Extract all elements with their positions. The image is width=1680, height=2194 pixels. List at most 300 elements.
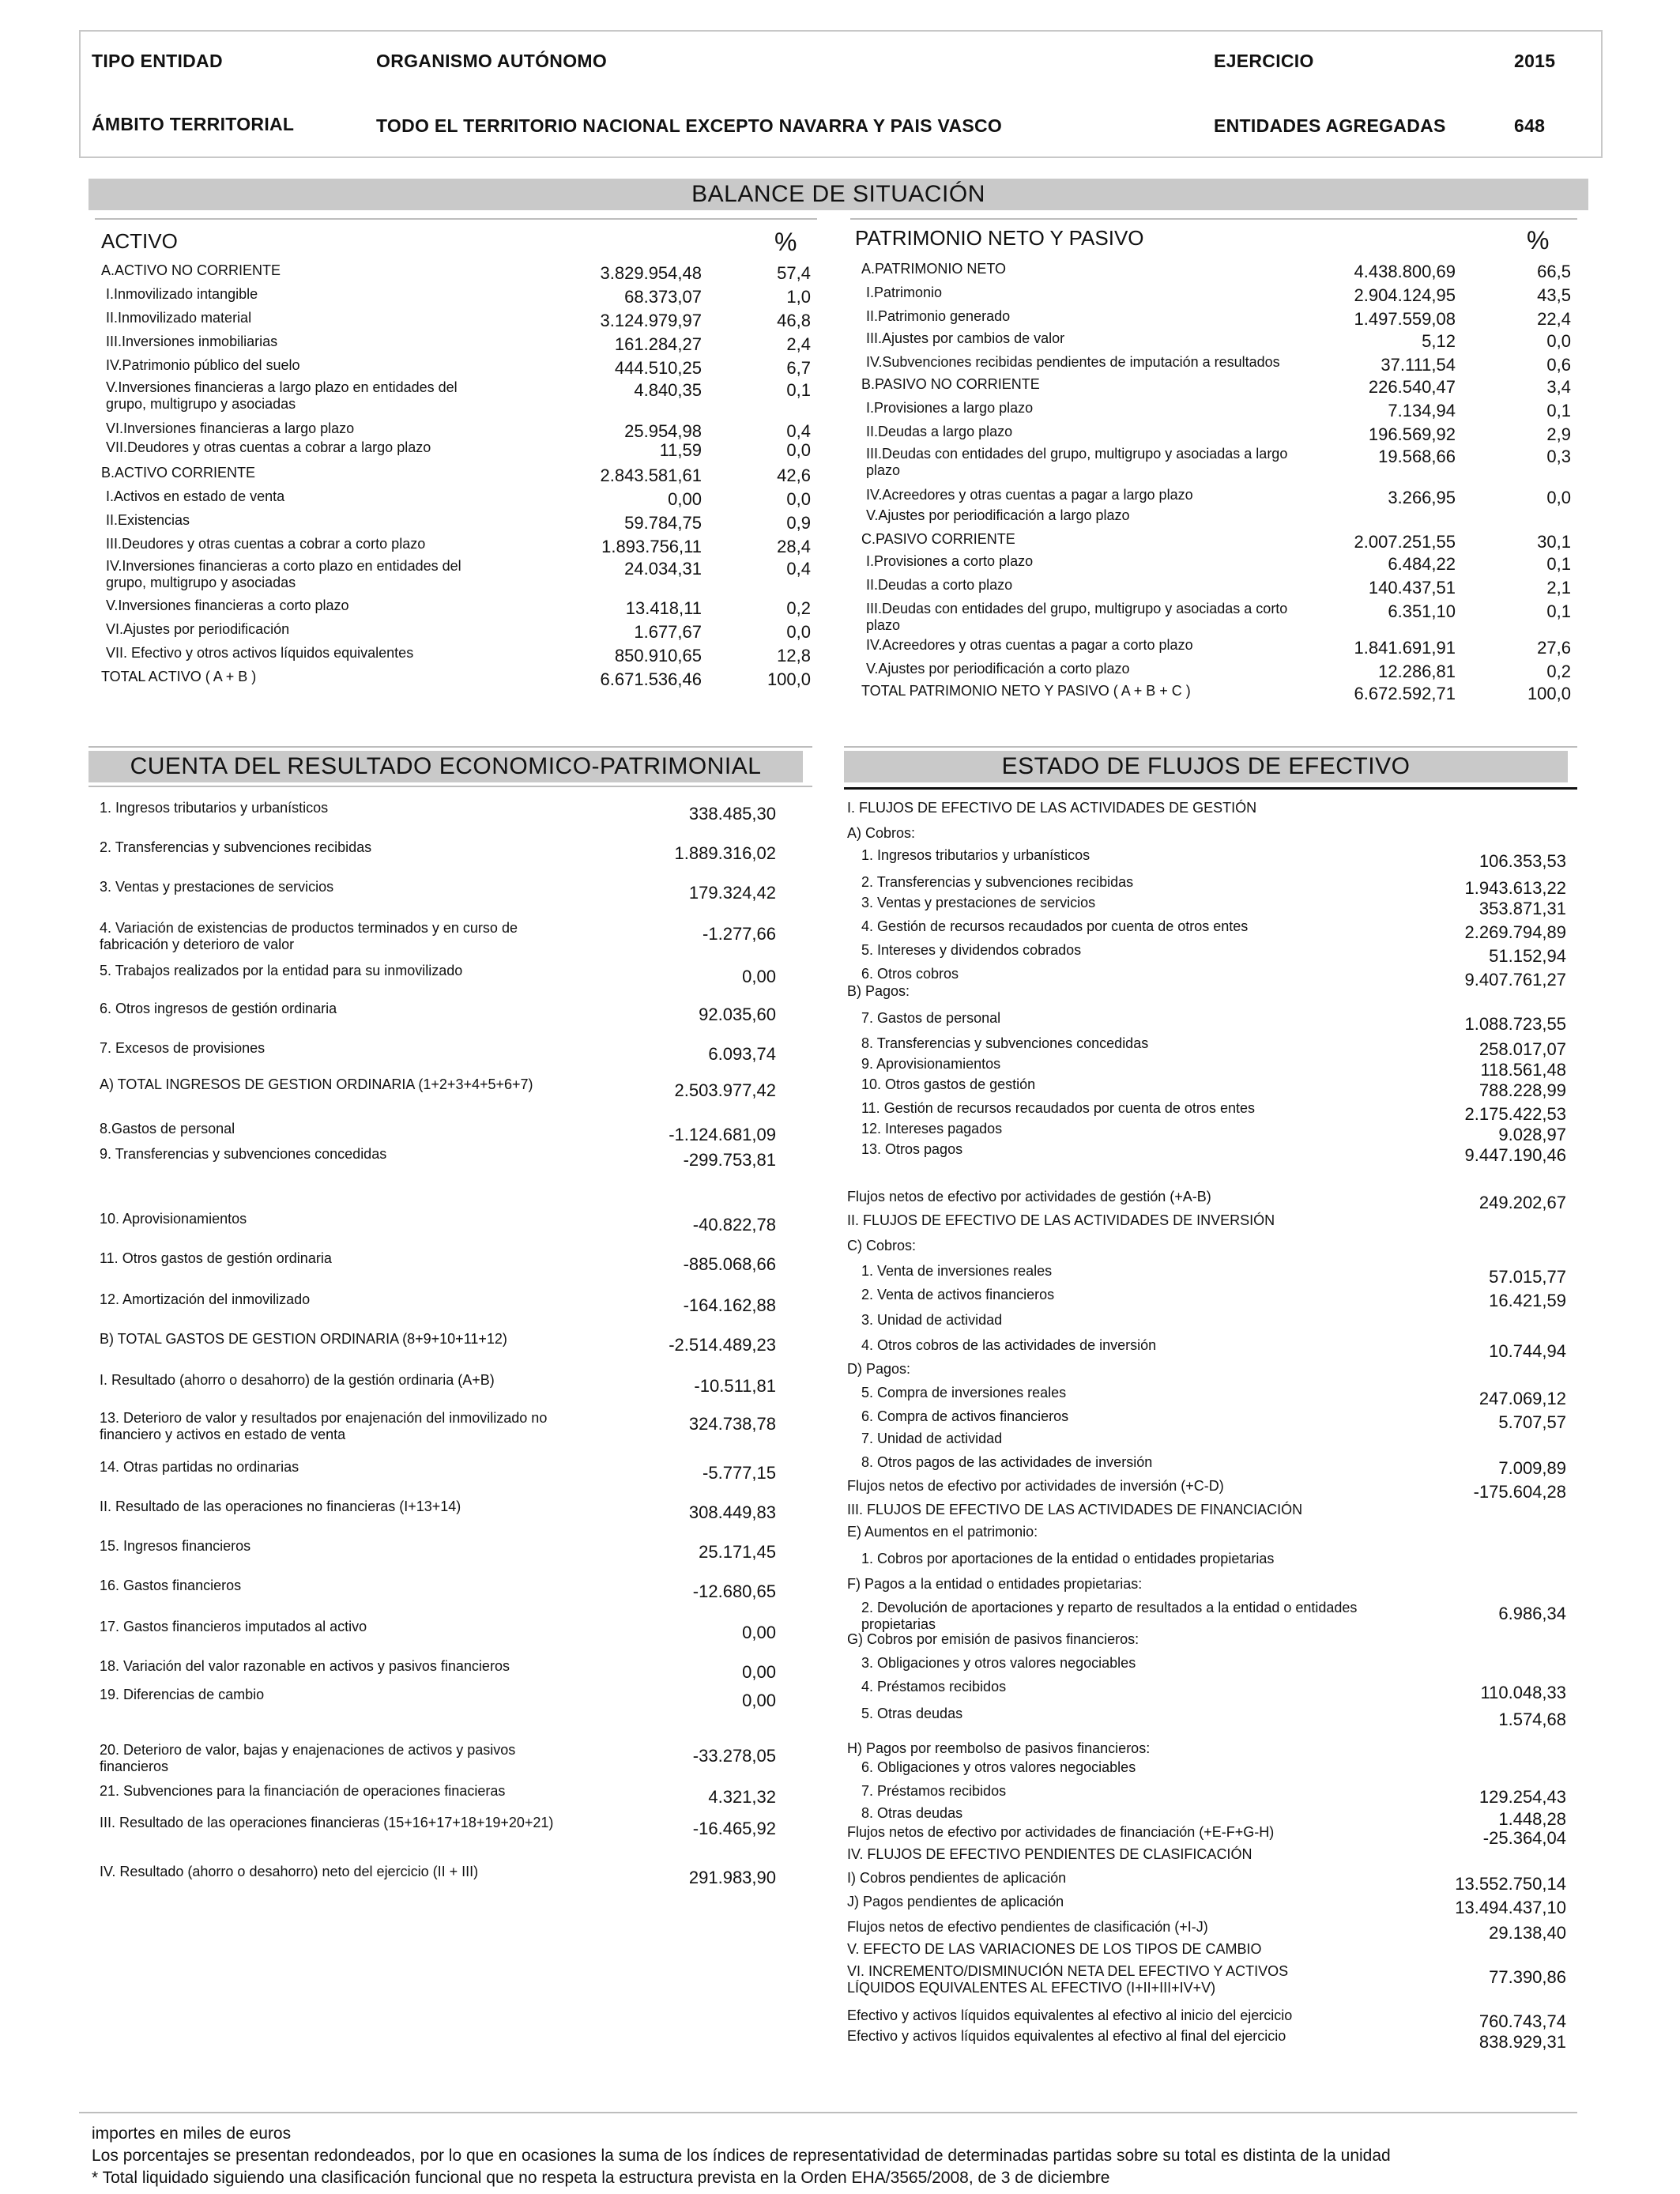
flujos-row: [847, 1478, 1566, 1500]
flujos-row-value: 6.986,34: [1498, 1604, 1566, 1623]
resultado-row-label: I. Resultado (ahorro o desahorro) de la gestión ordinaria (A+B): [100, 1372, 495, 1388]
resultado-row: [100, 1250, 776, 1272]
flujos-row-label: 6. Otros cobros: [861, 966, 959, 982]
flujos-row: [847, 942, 1566, 964]
flujos-row-value: 13.494.437,10: [1455, 1898, 1566, 1917]
flujos-row-label: 3. Ventas y prestaciones de servicios: [861, 895, 1096, 910]
resultado-row-label: 17. Gastos financieros imputados al activo: [100, 1619, 367, 1634]
resultado-row-value: 0,00: [742, 1623, 776, 1642]
flujos-row-label: Flujos netos de efectivo pendientes de clasificación (+I-J): [847, 1919, 1208, 1935]
flujos-row: [847, 1189, 1566, 1211]
activo-row: [101, 536, 811, 558]
pasivo-row-label: IV.Subvenciones recibidas pendientes de imputación a resultados: [866, 354, 1280, 370]
pasivo-row-value: 6.672.592,71: [1354, 684, 1456, 703]
activo-row-pct: 42,6: [777, 466, 811, 485]
flujos-row-label: 4. Préstamos recibidos: [861, 1679, 1007, 1695]
pasivo-row: [861, 400, 1571, 422]
flujos-row-label: I) Cobros pendientes de aplicación: [847, 1870, 1067, 1886]
flujos-row: [847, 1524, 1566, 1546]
flujos-row-label: VI. INCREMENTO/DISMINUCIÓN NETA DEL EFECTIVO Y ACTIVOS LÍQUIDOS EQUIVALENTES AL EFECTIVO (I+II+III+IV+V): [847, 1963, 1289, 1996]
pasivo-pct-heading: %: [1527, 226, 1550, 254]
activo-row-pct: 12,8: [777, 646, 811, 665]
resultado-row-label: 10. Aprovisionamientos: [100, 1211, 247, 1227]
activo-row-value: 68.373,07: [624, 287, 702, 307]
flujos-row-label: 7. Gastos de personal: [861, 1010, 1001, 1026]
resultado-row-label: 5. Trabajos realizados por la entidad para su inmovilizado: [100, 963, 463, 978]
ejercicio-value: 2015: [1514, 51, 1556, 71]
resultado-row: [100, 1538, 776, 1560]
flujos-row: [847, 874, 1566, 896]
resultado-row-label: 8.Gastos de personal: [100, 1121, 235, 1137]
flujos-row: [847, 1010, 1566, 1032]
flujos-row-value: 10.744,94: [1489, 1341, 1566, 1361]
activo-row: [101, 286, 811, 308]
activo-row-label: VI.Ajustes por periodificación: [106, 621, 290, 637]
pasivo-row: [861, 261, 1571, 283]
flujos-row-label: 6. Obligaciones y otros valores negociables: [861, 1759, 1136, 1775]
flujos-row-label: 2. Transferencias y subvenciones recibidas: [861, 874, 1134, 890]
resultado-row-value: 0,00: [742, 1691, 776, 1710]
pasivo-row-value: 140.437,51: [1368, 578, 1456, 598]
resultado-row-label: 12. Amortización del inmovilizado: [100, 1291, 311, 1307]
pasivo-row-pct: 0,6: [1546, 355, 1571, 375]
pasivo-row-label: III.Deudas con entidades del grupo, multigrupo y asociadas a corto plazo: [866, 601, 1288, 633]
pasivo-row: [861, 446, 1571, 478]
pasivo-row-pct: 2,9: [1546, 424, 1571, 444]
resultado-row-label: 2. Transferencias y subvenciones recibidas: [100, 839, 372, 855]
resultado-row: [100, 1864, 776, 1886]
footer-units: importes en miles de euros: [92, 2124, 292, 2143]
resultado-row-label: A) TOTAL INGRESOS DE GESTION ORDINARIA (1+2+3+4+5+6+7): [100, 1076, 533, 1092]
flujos-row: [847, 1337, 1566, 1359]
flujos-row-label: 11. Gestión de recursos recaudados por cuenta de otros entes: [861, 1100, 1255, 1116]
resultado-row-label: 11. Otros gastos de gestión ordinaria: [100, 1250, 332, 1266]
pasivo-row-value: 196.569,92: [1368, 424, 1456, 444]
resultado-row: [100, 1459, 776, 1481]
flujos-row-value: 51.152,94: [1489, 946, 1566, 966]
activo-row-label: III.Inversiones inmobiliarias: [106, 334, 278, 349]
flujos-row-label: III. FLUJOS DE EFECTIVO DE LAS ACTIVIDADES DE FINANCIACIÓN: [847, 1502, 1303, 1517]
activo-row-value: 2.843.581,61: [600, 466, 702, 485]
pasivo-row: [861, 354, 1571, 376]
activo-row-value: 161.284,27: [614, 334, 702, 354]
flujos-row: [847, 847, 1566, 869]
resultado-row-value: -299.753,81: [683, 1150, 776, 1170]
pasivo-top-rule: [850, 218, 1577, 220]
flujos-row: [847, 918, 1566, 941]
flujos-row: [847, 1238, 1566, 1260]
activo-row-label: I.Activos en estado de venta: [106, 488, 285, 504]
footer-rule: [79, 2112, 1577, 2113]
resultado-row-label: 16. Gastos financieros: [100, 1578, 242, 1593]
activo-row-label: V.Inversiones financieras a largo plazo en entidades del grupo, multigrupo y asociadas: [106, 379, 458, 412]
flujos-row-label: 1. Cobros por aportaciones de la entidad o entidades propietarias: [861, 1551, 1275, 1566]
pasivo-row: [861, 330, 1571, 352]
flujos-row: [847, 1894, 1566, 1916]
flujos-row: [847, 1385, 1566, 1407]
flujos-row-value: -175.604,28: [1473, 1482, 1566, 1502]
resultado-row-label: II. Resultado de las operaciones no financieras (I+13+14): [100, 1498, 461, 1514]
resultado-row: [100, 920, 776, 952]
activo-row: [101, 465, 811, 487]
flujos-row-label: 7. Préstamos recibidos: [861, 1783, 1007, 1799]
resultado-row-label: 13. Deterioro de valor y resultados por enajenación del inmovilizado no financiero y activos en estado de venta: [100, 1410, 548, 1442]
pasivo-row-pct: 0,0: [1546, 331, 1571, 351]
resultado-row-label: 9. Transferencias y subvenciones concedidas: [100, 1146, 387, 1162]
activo-pct-heading: %: [774, 228, 797, 256]
resultado-row-value: 324.738,78: [688, 1414, 776, 1434]
resultado-row-value: -40.822,78: [692, 1215, 776, 1235]
activo-row-value: 6.671.536,46: [600, 669, 702, 689]
pasivo-row-pct: 22,4: [1537, 309, 1571, 329]
activo-row-label: A.ACTIVO NO CORRIENTE: [101, 262, 281, 278]
flujos-row-label: Efectivo y activos líquidos equivalentes al efectivo al final del ejercicio: [847, 2028, 1286, 2044]
pasivo-row-label: I.Patrimonio: [866, 285, 943, 300]
flujos-row-value: 5.707,57: [1498, 1412, 1566, 1432]
resultado-row-value: 6.093,74: [708, 1044, 776, 1064]
flujos-row: [847, 1502, 1566, 1524]
flujos-row-label: 1. Venta de inversiones reales: [861, 1263, 1053, 1279]
resultado-row-label: III. Resultado de las operaciones financieras (15+16+17+18+19+20+21): [100, 1815, 554, 1830]
flujos-row-value: -25.364,04: [1482, 1828, 1566, 1848]
flujos-row-label: 8. Otros pagos de las actividades de inversión: [861, 1454, 1153, 1470]
resultado-row: [100, 1121, 776, 1143]
pasivo-row-pct: 43,5: [1537, 285, 1571, 305]
pasivo-row-value: 5,12: [1422, 331, 1456, 351]
flujos-under-rule: [844, 787, 1577, 790]
flujos-row: [847, 1679, 1566, 1701]
pasivo-row-pct: 30,1: [1537, 532, 1571, 552]
flujos-row: [847, 1212, 1566, 1235]
flujos-row-label: 2. Venta de activos financieros: [861, 1287, 1055, 1302]
pasivo-row-label: II.Patrimonio generado: [866, 308, 1011, 324]
resultado-row-value: 2.503.977,42: [674, 1080, 776, 1100]
pasivo-row-pct: 100,0: [1527, 684, 1571, 703]
resultado-row: [100, 1498, 776, 1521]
activo-row: [101, 645, 811, 667]
activo-row-value: 24.034,31: [624, 559, 702, 579]
resultado-row: [100, 800, 776, 822]
flujos-row-value: 1.574,68: [1498, 1710, 1566, 1729]
activo-row-pct: 46,8: [777, 311, 811, 330]
resultado-row: [100, 1578, 776, 1600]
activo-row-pct: 0,9: [786, 513, 811, 533]
activo-row-pct: 0,1: [786, 380, 811, 400]
resultado-row-value: 1.889.316,02: [674, 843, 776, 863]
pasivo-row: [861, 487, 1571, 509]
flujos-row-value: 353.871,31: [1478, 899, 1566, 918]
flujos-row: [847, 1576, 1566, 1598]
activo-row-label: TOTAL ACTIVO ( A + B ): [101, 669, 257, 684]
flujos-row: [847, 1056, 1566, 1078]
flujos-row-label: 3. Obligaciones y otros valores negociables: [861, 1655, 1136, 1671]
activo-row-value: 0,00: [668, 489, 702, 509]
resultado-row-value: 308.449,83: [688, 1502, 776, 1522]
activo-row-label: IV.Inversiones financieras a corto plazo en entidades del grupo, multigrupo y asociadas: [106, 558, 461, 590]
flujos-row-value: 29.138,40: [1489, 1923, 1566, 1943]
pasivo-row-pct: 0,0: [1546, 488, 1571, 507]
flujos-row-label: 12. Intereses pagados: [861, 1121, 1003, 1137]
flujos-row-label: 4. Otros cobros de las actividades de inversión: [861, 1337, 1157, 1353]
pasivo-row-label: IV.Acreedores y otras cuentas a pagar a largo plazo: [866, 487, 1193, 503]
resultado-row-value: -1.277,66: [703, 924, 776, 944]
resultado-row-value: -164.162,88: [683, 1295, 776, 1315]
flujos-row-value: 129.254,43: [1478, 1787, 1566, 1807]
activo-row: [101, 598, 811, 620]
activo-row-pct: 0,4: [786, 559, 811, 579]
flujos-top-rule: [844, 746, 1577, 748]
tipo-entidad-label: TIPO ENTIDAD: [92, 51, 223, 71]
resultado-top-rule: [89, 746, 812, 748]
flujos-row-value: 760.743,74: [1478, 2011, 1566, 2031]
flujos-row-label: V. EFECTO DE LAS VARIACIONES DE LOS TIPOS DE CAMBIO: [847, 1941, 1262, 1957]
pasivo-row-label: III.Ajustes por cambios de valor: [866, 330, 1065, 346]
ambito-label: ÁMBITO TERRITORIAL: [92, 114, 295, 134]
resultado-row: [100, 1001, 776, 1023]
activo-row-value: 3.124.979,97: [600, 311, 702, 330]
pasivo-row-label: V.Ajustes por periodificación a corto plazo: [866, 661, 1130, 677]
flujos-row-label: 13. Otros pagos: [861, 1141, 963, 1157]
flujos-row-label: 4. Gestión de recursos recaudados por cuenta de otros entes: [861, 918, 1249, 934]
resultado-row: [100, 1410, 776, 1442]
flujos-row: [847, 1263, 1566, 1285]
resultado-row-value: 0,00: [742, 967, 776, 986]
resultado-row-value: -1.124.681,09: [669, 1125, 776, 1144]
activo-row-pct: 2,4: [786, 334, 811, 354]
ambito-value: TODO EL TERRITORIO NACIONAL EXCEPTO NAVARRA Y PAIS VASCO: [376, 115, 1003, 136]
flujos-row: [847, 1035, 1566, 1057]
activo-row-label: III.Deudores y otras cuentas a cobrar a corto plazo: [106, 536, 426, 552]
pasivo-row-value: 2.007.251,55: [1354, 532, 1456, 552]
flujos-row-value: 2.269.794,89: [1464, 922, 1566, 942]
pasivo-row-pct: 0,1: [1546, 401, 1571, 420]
flujos-row-label: F) Pagos a la entidad o entidades propietarias:: [847, 1576, 1143, 1592]
resultado-row: [100, 1076, 776, 1099]
flujos-row-value: 788.228,99: [1478, 1080, 1566, 1100]
resultado-row: [100, 1146, 776, 1168]
flujos-row-value: 77.390,86: [1489, 1967, 1566, 1987]
flujos-row-label: Efectivo y activos líquidos equivalentes al efectivo al inicio del ejercicio: [847, 2007, 1293, 2023]
pasivo-row-label: III.Deudas con entidades del grupo, multigrupo y asociadas a largo plazo: [866, 446, 1288, 478]
flujos-row: [847, 1287, 1566, 1309]
resultado-title: CUENTA DEL RESULTADO ECONOMICO-PATRIMONIAL: [89, 751, 803, 782]
activo-row: [101, 310, 811, 332]
resultado-row-label: 21. Subvenciones para la financiación de operaciones finacieras: [100, 1783, 506, 1799]
flujos-row-label: H) Pagos por reembolso de pasivos financieros:: [847, 1740, 1151, 1756]
pasivo-row-label: I.Provisiones a corto plazo: [866, 553, 1034, 569]
activo-row: [101, 379, 811, 412]
footer-classification-note: * Total liquidado siguiendo una clasificación funcional que no respeta la estructura prevista en la Orden EHA/3565/2008, de 3 de diciembre: [92, 2169, 1110, 2187]
pasivo-row-label: B.PASIVO NO CORRIENTE: [861, 376, 1040, 392]
activo-row-value: 3.829.954,48: [600, 263, 702, 283]
pasivo-row: [861, 507, 1571, 530]
activo-row-pct: 1,0: [786, 287, 811, 307]
flujos-row: [847, 983, 1566, 1005]
resultado-row: [100, 1619, 776, 1641]
flujos-row-label: 1. Ingresos tributarios y urbanísticos: [861, 847, 1090, 863]
pasivo-row-label: A.PATRIMONIO NETO: [861, 261, 1007, 277]
balance-title: BALANCE DE SITUACIÓN: [89, 179, 1588, 210]
resultado-row-value: 25.171,45: [699, 1542, 776, 1562]
pasivo-row-value: 2.904.124,95: [1354, 285, 1456, 305]
resultado-row-value: 291.983,90: [688, 1868, 776, 1887]
activo-row-pct: 0,0: [786, 440, 811, 460]
pasivo-row-value: 19.568,66: [1378, 447, 1456, 466]
flujos-row: [847, 1783, 1566, 1805]
pasivo-row: [861, 553, 1571, 575]
flujos-row-label: J) Pagos pendientes de aplicación: [847, 1894, 1064, 1909]
flujos-row-label: 3. Unidad de actividad: [861, 1312, 1003, 1328]
activo-row-label: II.Existencias: [106, 512, 190, 528]
flujos-row: [847, 1846, 1566, 1868]
entidades-agregadas-value: 648: [1514, 115, 1546, 136]
resultado-row-label: IV. Resultado (ahorro o desahorro) neto del ejercicio (II + III): [100, 1864, 479, 1879]
pasivo-row-pct: 27,6: [1537, 638, 1571, 658]
activo-row: [101, 334, 811, 356]
flujos-row-value: 106.353,53: [1478, 851, 1566, 871]
pasivo-row-value: 1.497.559,08: [1354, 309, 1456, 329]
activo-row-label: VI.Inversiones financieras a largo plazo: [106, 420, 355, 436]
flujos-row-label: G) Cobros por emisión de pasivos financieros:: [847, 1631, 1139, 1647]
flujos-row-value: 9.407.761,27: [1464, 970, 1566, 990]
flujos-row: [847, 1551, 1566, 1573]
flujos-row: [847, 1631, 1566, 1653]
flujos-row-label: 5. Intereses y dividendos cobrados: [861, 942, 1082, 958]
activo-row-pct: 0,4: [786, 421, 811, 441]
resultado-row-label: 15. Ingresos financieros: [100, 1538, 251, 1554]
flujos-row: [847, 1870, 1566, 1892]
activo-row-value: 850.910,65: [614, 646, 702, 665]
resultado-row-label: 20. Deterioro de valor, bajas y enajenaciones de activos y pasivos financieros: [100, 1742, 516, 1774]
pasivo-heading: PATRIMONIO NETO Y PASIVO: [855, 226, 1144, 250]
flujos-row: [847, 1941, 1566, 1963]
activo-row-pct: 28,4: [777, 537, 811, 556]
flujos-row: [847, 1706, 1566, 1728]
activo-row-value: 11,59: [659, 440, 702, 460]
flujos-row-value: 249.202,67: [1478, 1193, 1566, 1212]
pasivo-row: [861, 637, 1571, 659]
flujos-row-value: 110.048,33: [1480, 1683, 1566, 1702]
flujos-row-value: 1.943.613,22: [1464, 878, 1566, 898]
pasivo-row: [861, 577, 1571, 599]
activo-row: [101, 488, 811, 511]
resultado-row: [100, 963, 776, 985]
flujos-row-value: 2.175.422,53: [1464, 1104, 1566, 1124]
flujos-row-value: 16.421,59: [1489, 1291, 1566, 1310]
resultado-row: [100, 1658, 776, 1680]
flujos-row-value: 57.015,77: [1489, 1267, 1566, 1287]
activo-row-pct: 0,2: [786, 598, 811, 618]
flujos-row-label: 7. Unidad de actividad: [861, 1431, 1003, 1446]
flujos-row-value: 1.088.723,55: [1464, 1014, 1566, 1034]
flujos-row: [847, 1100, 1566, 1122]
flujos-row: [847, 1121, 1566, 1143]
flujos-row-label: 8. Transferencias y subvenciones concedidas: [861, 1035, 1149, 1051]
resultado-row: [100, 879, 776, 901]
resultado-row-label: 1. Ingresos tributarios y urbanísticos: [100, 800, 329, 816]
pasivo-row-label: V.Ajustes por periodificación a largo plazo: [866, 507, 1130, 523]
flujos-row: [847, 800, 1566, 822]
pasivo-row-pct: 0,3: [1546, 447, 1571, 466]
pasivo-row-value: 12.286,81: [1378, 662, 1456, 681]
resultado-row-label: 14. Otras partidas no ordinarias: [100, 1459, 299, 1475]
flujos-row: [847, 1655, 1566, 1677]
activo-row-pct: 6,7: [786, 358, 811, 378]
flujos-row: [847, 2028, 1566, 2050]
flujos-row-value: 9.028,97: [1498, 1125, 1566, 1144]
flujos-row-value: 9.447.190,46: [1464, 1145, 1566, 1165]
resultado-row-label: 4. Variación de existencias de productos terminados y en curso de fabricación y deterioro de valor: [100, 920, 518, 952]
flujos-row-value: 1.448,28: [1498, 1809, 1566, 1829]
flujos-row-label: E) Aumentos en el patrimonio:: [847, 1524, 1038, 1540]
activo-row: [101, 512, 811, 534]
flujos-row-value: 118.561,48: [1480, 1060, 1566, 1080]
footer-rounding-note: Los porcentajes se presentan redondeados, por lo que en ocasiones la suma de los índices de representatividad de determinadas partidas sobre su total es distinta de la unidad: [92, 2147, 1391, 2165]
ejercicio-label: EJERCICIO: [1214, 51, 1314, 71]
pasivo-row-pct: 0,2: [1546, 662, 1571, 681]
flujos-row-label: Flujos netos de efectivo por actividades de inversión (+C-D): [847, 1478, 1224, 1494]
entity-header-box: [79, 30, 1603, 158]
pasivo-row-value: 226.540,47: [1368, 377, 1456, 397]
resultado-row: [100, 1331, 776, 1353]
pasivo-row-value: 6.484,22: [1388, 554, 1456, 574]
activo-row-label: II.Inmovilizado material: [106, 310, 252, 326]
activo-row-value: 59.784,75: [624, 513, 702, 533]
flujos-row-value: 838.929,31: [1478, 2032, 1566, 2052]
entidades-agregadas-label: ENTIDADES AGREGADAS: [1214, 115, 1446, 136]
pasivo-row: [861, 661, 1571, 683]
pasivo-row: [861, 601, 1571, 633]
resultado-row-value: 0,00: [742, 1662, 776, 1682]
activo-row-label: B.ACTIVO CORRIENTE: [101, 465, 256, 481]
resultado-row-label: 7. Excesos de provisiones: [100, 1040, 266, 1056]
flujos-row-value: 258.017,07: [1478, 1039, 1566, 1059]
flujos-row: [847, 1919, 1566, 1941]
pasivo-row-label: II.Deudas a largo plazo: [866, 424, 1013, 439]
activo-row-pct: 0,0: [786, 622, 811, 642]
resultado-row-value: -885.068,66: [683, 1254, 776, 1274]
resultado-row: [100, 1291, 776, 1314]
pasivo-row-value: 37.111,54: [1381, 355, 1456, 375]
resultado-row: [100, 1815, 776, 1837]
flujos-row-value: 247.069,12: [1478, 1389, 1566, 1408]
flujos-row-label: Flujos netos de efectivo por actividades de gestión (+A-B): [847, 1189, 1211, 1204]
resultado-row-value: 179.324,42: [688, 883, 776, 903]
resultado-row-value: -5.777,15: [703, 1463, 776, 1483]
pasivo-row-pct: 3,4: [1546, 377, 1571, 397]
activo-row: [101, 558, 811, 590]
flujos-row: [847, 1141, 1566, 1163]
flujos-row-label: D) Pagos:: [847, 1361, 911, 1377]
flujos-row-label: 6. Compra de activos financieros: [861, 1408, 1069, 1424]
activo-row: [101, 262, 811, 285]
flujos-row: [847, 1408, 1566, 1431]
resultado-row: [100, 839, 776, 861]
resultado-row-value: 92.035,60: [699, 1005, 776, 1024]
tipo-entidad-value: ORGANISMO AUTÓNOMO: [376, 51, 608, 71]
activo-row-pct: 100,0: [767, 669, 811, 689]
pasivo-row-label: IV.Acreedores y otras cuentas a pagar a corto plazo: [866, 637, 1193, 653]
activo-row-value: 444.510,25: [614, 358, 702, 378]
pasivo-row: [861, 424, 1571, 446]
pasivo-row-value: 1.841.691,91: [1354, 638, 1456, 658]
resultado-row: [100, 1783, 776, 1805]
flujos-row-label: C) Cobros:: [847, 1238, 917, 1253]
resultado-row-value: -12.680,65: [692, 1581, 776, 1601]
flujos-row-label: Flujos netos de efectivo por actividades de financiación (+E-F+G-H): [847, 1824, 1275, 1840]
resultado-row: [100, 1211, 776, 1233]
flujos-row: [847, 1963, 1566, 1996]
